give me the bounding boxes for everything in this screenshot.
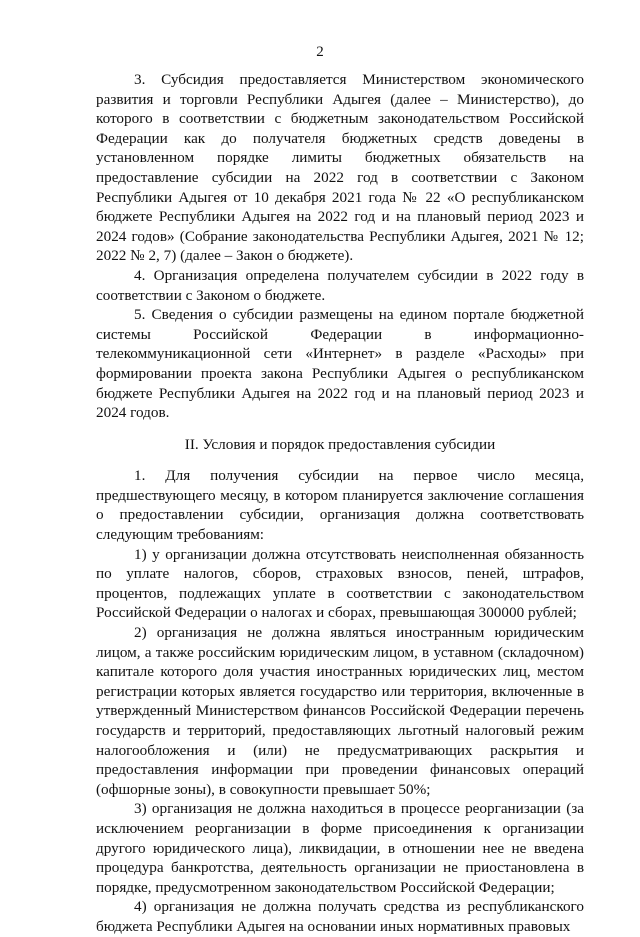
subitem-3: 3) организация не должна находиться в процессе реорганизации (за исключением реорганизации в форме присоединения к организации другого юридического лица), ликвидации, в отношении нее не введена процедура банкротства, деятельность организации не приостановлена в порядке, предусмотренном законодательством Российской Федерации; bbox=[96, 800, 584, 896]
document-body bbox=[96, 70, 584, 937]
subitem-4: 4) организация не должна получать средства из республиканского бюджета Республики Адыгея на основании иных нормативных правовых bbox=[96, 898, 584, 935]
paragraph-ii-1: 1. Для получения субсидии на первое число месяца, предшествующего месяцу, в котором планируется заключение соглашения о предоставлении субсидии, организация должна соответствовать следующим требованиям: bbox=[96, 467, 584, 544]
subitem-2: 2) организация не должна являться иностранным юридическим лицом, а также российским юридическим лицом, в уставном (складочном) капитале которого доля участия иностранных юридических лиц, местом регистрации которых является государство или территория, включенные в утвержденный Министерством финансов Российской Федерации перечень государств и территорий, предоставляющих льготный налоговый режим налогообложения и (или) не предусматривающих раскрытия и предоставления информации при проведении финансовых операций (офшорные зоны), в совокупности превышает 50%; bbox=[96, 624, 584, 798]
page-number: 2 bbox=[316, 44, 324, 60]
paragraph-5: 5. Сведения о субсидии размещены на едином портале бюджетной системы Российской Федерации в информационно-телекоммуникационной сети «Интернет» в разделе «Расходы» при формировании проекта закона Республики Адыгея о республиканском бюджете Республики Адыгея на 2022 год и на плановый период 2023 и 2024 годов. bbox=[96, 306, 584, 422]
paragraph-3: 3. Субсидия предоставляется Министерством экономического развития и торговли Республики Адыгея (далее – Министерство), до которого в соответствии с бюджетным законодательством Российской Федерации как до получателя бюджетных средств доведены в установленном порядке лимиты бюджетных обязательств на предоставление субсидии на 2022 год в соответствии с Законом Республики Адыгея от 10 декабря 2021 года № 22 «О республиканском бюджете Республики Адыгея на 2022 год и на плановый период 2023 и 2024 годов» (Собрание законодательства Республики Адыгея, 2021 № 12; 2022 № 2, 7) (далее – Закон о бюджете). bbox=[96, 71, 584, 265]
section-heading: II. Условия и порядок предоставления субсидии bbox=[184, 435, 496, 453]
paragraph-4: 4. Организация определена получателем субсидии в 2022 году в соответствии с Законом о бюджете. bbox=[96, 266, 584, 304]
subitem-1: 1) у организации должна отсутствовать неисполненная обязанность по уплате налогов, сборов, страховых взносов, пеней, штрафов, процентов, подлежащих уплате в соответствии с законодательством Российской Федерации о налогах и сборах, превышающая 300000 рублей; bbox=[96, 545, 584, 622]
